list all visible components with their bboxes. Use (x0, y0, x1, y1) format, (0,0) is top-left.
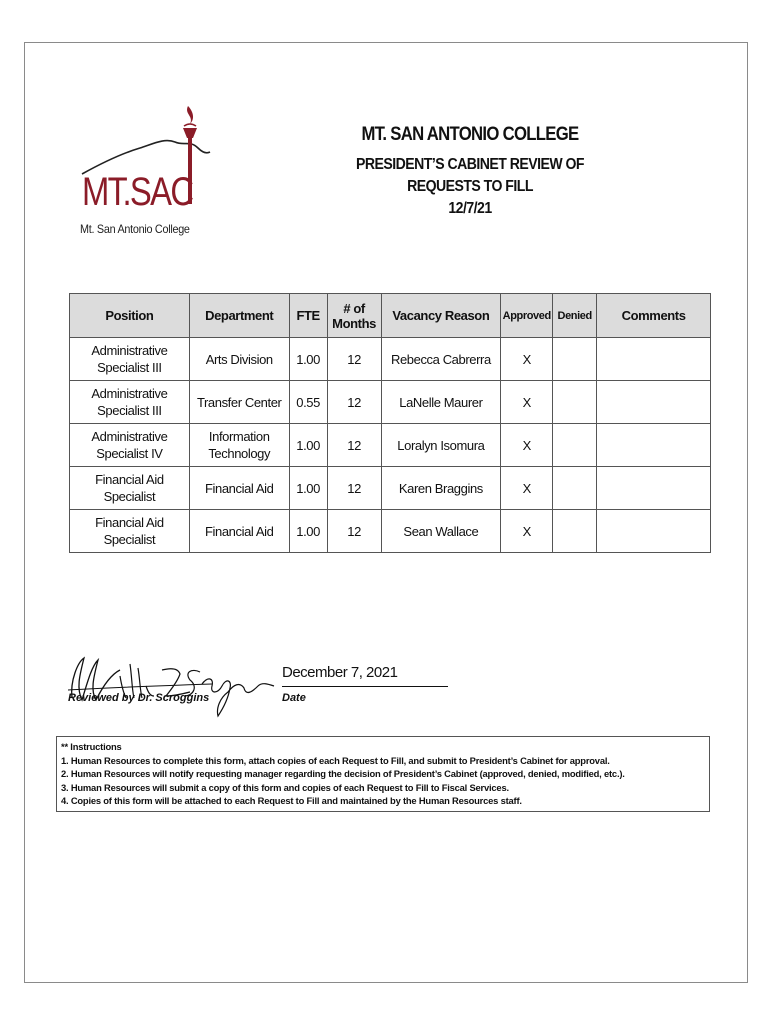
instruction-item: 4. Copies of this form will be attached to each Request to Fill and maintained by the Human Resources staff. (61, 795, 522, 806)
position-line1: Administrative (91, 386, 168, 401)
cell-denied (553, 510, 597, 553)
instruction-item: 3. Human Resources will submit a copy of this form and copies of each Request to Fill to Fiscal Services. (61, 781, 509, 793)
department-line2: Technology (208, 446, 271, 461)
cell-department: Financial Aid (189, 510, 289, 553)
date-underline (282, 686, 448, 687)
table-row (70, 510, 711, 553)
position-line1: Financial Aid (95, 515, 164, 530)
cell-position (70, 424, 190, 467)
header-position: Position (70, 294, 190, 338)
header-department: Department (189, 294, 289, 338)
header-fte: FTE (289, 294, 327, 338)
header-months (327, 294, 381, 338)
cell-position (70, 381, 190, 424)
cell-months: 12 (327, 510, 381, 553)
cell-months: 12 (327, 424, 381, 467)
cell-department (189, 424, 289, 467)
header-vacancy-reason: Vacancy Reason (381, 294, 501, 338)
cell-approved-mark: X (501, 381, 553, 424)
cell-denied (553, 424, 597, 467)
position-line1: Administrative (91, 343, 168, 358)
table-row (70, 338, 711, 381)
cell-approved-mark: X (501, 510, 553, 553)
table-row (70, 424, 711, 467)
cell-denied (553, 338, 597, 381)
reviewed-by-label: Reviewed by Dr. Scroggins (68, 692, 210, 704)
position-line2: Specialist (103, 489, 156, 504)
signature-block (62, 640, 402, 720)
cell-months: 12 (327, 338, 381, 381)
position-line2: Specialist IV (96, 446, 163, 461)
cell-position (70, 467, 190, 510)
header-denied: Denied (553, 294, 597, 338)
department-line1: Information (208, 429, 270, 444)
form-title-line1: PRESIDENT’S CABINET REVIEW OF (355, 156, 584, 173)
header-months-line2: Months (332, 315, 376, 331)
header-approved: Approved (501, 294, 553, 338)
cell-fte: 1.00 (289, 424, 327, 467)
form-title-line2: REQUESTS TO FILL (407, 178, 533, 195)
table-row (70, 381, 711, 424)
cell-vacancy-reason: Sean Wallace (381, 510, 501, 553)
position-line1: Financial Aid (95, 472, 164, 487)
header-comments: Comments (597, 294, 711, 338)
college-logo (80, 98, 220, 248)
cell-denied (553, 381, 597, 424)
cell-fte: 0.55 (289, 381, 327, 424)
cell-approved-mark: X (501, 338, 553, 381)
cell-department: Arts Division (189, 338, 289, 381)
requests-table (69, 293, 711, 553)
review-date: December 7, 2021 (282, 664, 398, 681)
instruction-item: 1. Human Resources to complete this form, attach copies of each Request to Fill, and submit to President’s Cabinet for approval. (61, 754, 610, 766)
logo-subtitle: Mt. San Antonio College (80, 222, 190, 236)
instructions-heading: ** Instructions (61, 741, 122, 752)
document-title (330, 124, 610, 220)
college-name: MT. SAN ANTONIO COLLEGE (361, 124, 579, 145)
cell-vacancy-reason: Loralyn Isomura (381, 424, 501, 467)
cell-vacancy-reason: Rebecca Cabrerra (381, 338, 501, 381)
cell-fte: 1.00 (289, 467, 327, 510)
cell-comments (597, 510, 711, 553)
position-line1: Administrative (91, 429, 168, 444)
cell-fte: 1.00 (289, 338, 327, 381)
date-label: Date (282, 692, 306, 704)
table-header-row (70, 294, 711, 338)
cell-approved-mark: X (501, 467, 553, 510)
cell-approved-mark: X (501, 424, 553, 467)
cell-comments (597, 338, 711, 381)
cell-position (70, 338, 190, 381)
instructions-box (56, 736, 710, 812)
cell-department: Financial Aid (189, 467, 289, 510)
logo-wordmark: MT.SAC (82, 170, 193, 214)
cell-comments (597, 467, 711, 510)
cell-department: Transfer Center (189, 381, 289, 424)
position-line2: Specialist III (97, 403, 162, 418)
instruction-item: 2. Human Resources will notify requesting manager regarding the decision of President’s Cabinet (approved, denied, modified, etc.). (61, 768, 625, 779)
cell-position (70, 510, 190, 553)
position-line2: Specialist III (97, 360, 162, 375)
cell-months: 12 (327, 381, 381, 424)
cell-vacancy-reason: Karen Braggins (381, 467, 501, 510)
header-months-line1: # of (343, 300, 365, 316)
cell-vacancy-reason: LaNelle Maurer (381, 381, 501, 424)
cell-fte: 1.00 (289, 510, 327, 553)
position-line2: Specialist (103, 532, 156, 547)
cell-comments (597, 381, 711, 424)
cell-months: 12 (327, 467, 381, 510)
table-row (70, 467, 711, 510)
cell-denied (553, 467, 597, 510)
handwritten-signature (62, 640, 282, 720)
form-date: 12/7/21 (448, 200, 492, 217)
cell-comments (597, 424, 711, 467)
